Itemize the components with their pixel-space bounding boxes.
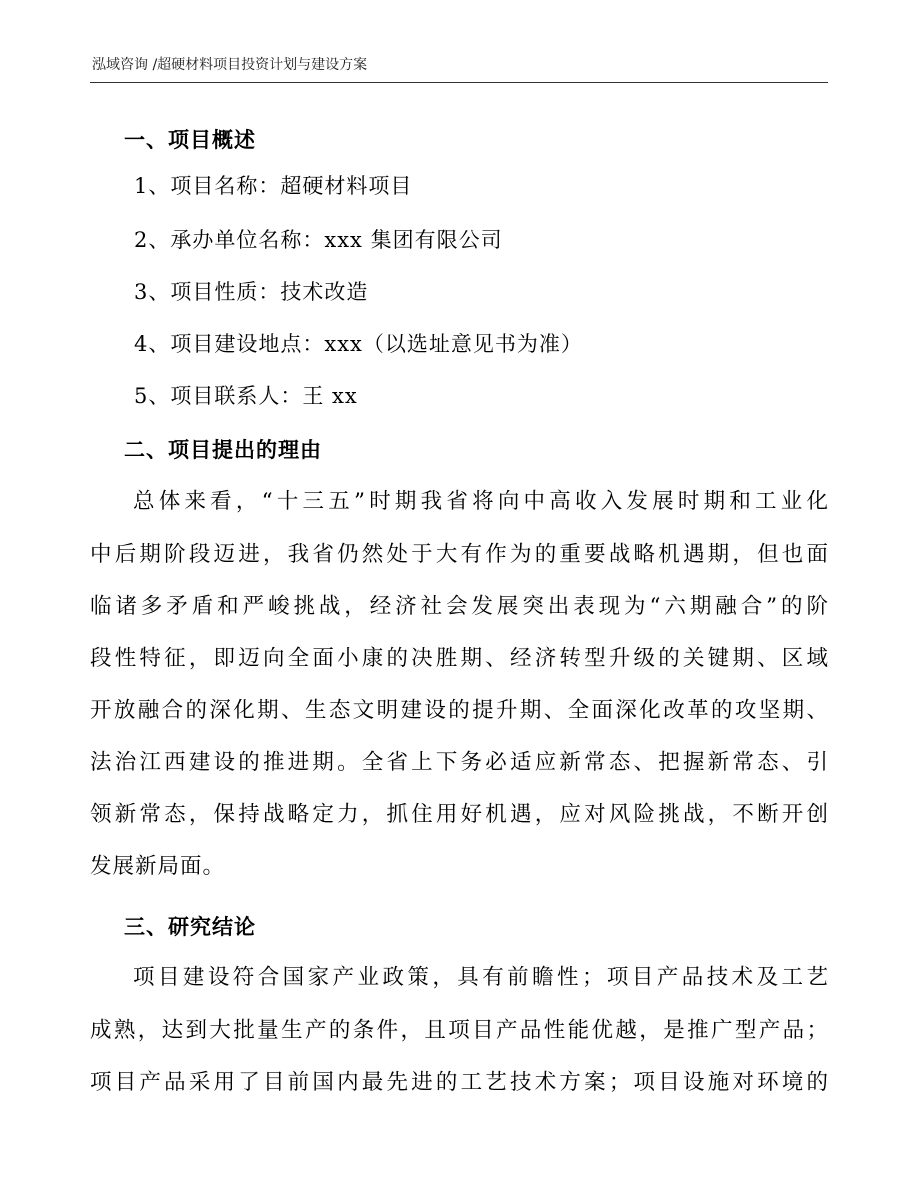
overview-item-contact: 5、项目联系人：王 xx — [134, 384, 358, 408]
section-heading-overview: 一、项目概述 — [124, 128, 256, 152]
reasons-line: 段性特征，即迈向全面小康的决胜期、经济转型升级的关键期、区域 — [90, 646, 828, 671]
header-rule — [90, 82, 828, 83]
conclusion-line: 项目建设符合国家产业政策，具有前瞻性；项目产品技术及工艺 — [133, 965, 828, 990]
reasons-line: 法治江西建设的推进期。全省上下务必适应新常态、把握新常态、引 — [90, 750, 828, 775]
section-heading-reasons: 二、项目提出的理由 — [124, 438, 322, 462]
overview-item-company: 2、承办单位名称：xxx 集团有限公司 — [134, 228, 503, 252]
reasons-line: 中后期阶段迈进，我省仍然处于大有作为的重要战略机遇期，但也面 — [90, 542, 828, 567]
reasons-line: 总体来看，“十三五”时期我省将向中高收入发展时期和工业化 — [133, 489, 828, 514]
overview-item-location: 4、项目建设地点：xxx（以选址意见书为准） — [134, 332, 583, 356]
reasons-line: 领新常态，保持战略定力，抓住用好机遇，应对风险挑战，不断开创 — [90, 802, 828, 827]
reasons-line: 临诸多矛盾和严峻挑战，经济社会发展突出表现为“六期融合”的阶 — [90, 594, 828, 619]
overview-item-name: 1、项目名称：超硬材料项目 — [134, 174, 413, 198]
reasons-line: 发展新局面。 — [90, 854, 226, 879]
conclusion-line: 成熟，达到大批量生产的条件，且项目产品性能优越，是推广型产品； — [90, 1018, 828, 1043]
page-header: 泓域咨询 /超硬材料项目投资计划与建设方案 — [92, 57, 368, 73]
reasons-line: 开放融合的深化期、生态文明建设的提升期、全面深化改革的攻坚期、 — [90, 698, 828, 723]
conclusion-line: 项目产品采用了目前国内最先进的工艺技术方案；项目设施对环境的 — [90, 1070, 828, 1095]
section-heading-conclusion: 三、研究结论 — [124, 915, 256, 939]
overview-item-nature: 3、项目性质：技术改造 — [134, 280, 369, 304]
